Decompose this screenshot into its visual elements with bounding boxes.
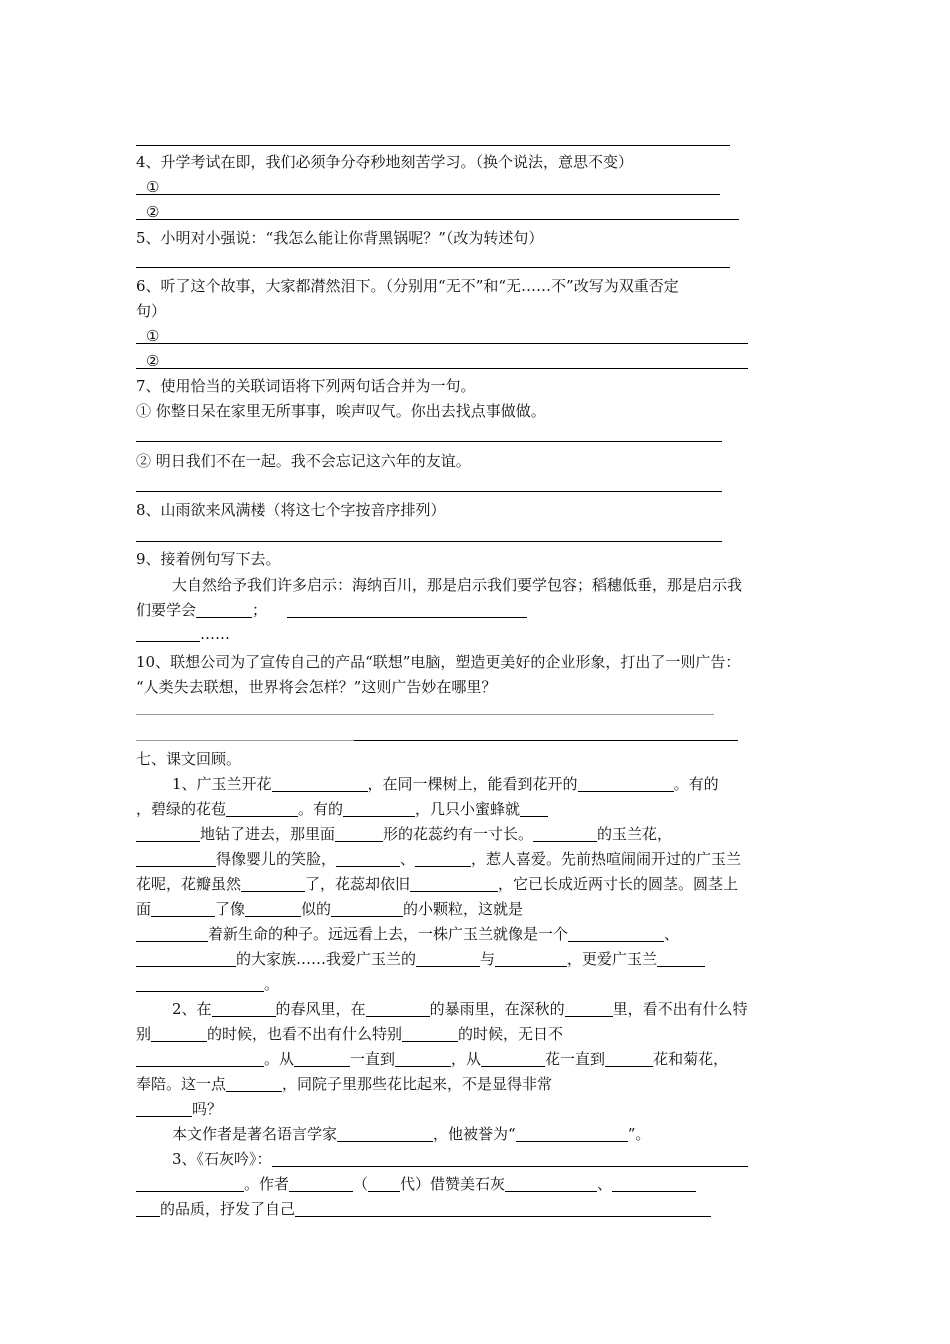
question-8: 8、山雨欲来风满楼（将这七个字按音序排列）	[136, 501, 446, 519]
text: （	[353, 1175, 369, 1193]
text: 着新生命的种子。远远看上去，一株广玉兰就像是一个	[208, 925, 569, 943]
text: 的玉兰花，	[597, 825, 673, 843]
blank[interactable]	[578, 775, 674, 792]
blank[interactable]	[331, 900, 403, 917]
fill-line	[136, 949, 705, 969]
answer-line[interactable]	[136, 441, 722, 442]
text: 、	[400, 850, 416, 868]
text: 地钻了进去，那里面	[200, 825, 336, 843]
blank[interactable]	[151, 1025, 207, 1042]
blank[interactable]	[136, 625, 200, 642]
text: 奉陪。这一点	[136, 1075, 227, 1093]
text: 。从	[264, 1050, 295, 1068]
fill-line	[136, 1199, 711, 1219]
answer-line[interactable]	[136, 194, 720, 195]
text: 花呢，花瓣虽然	[136, 875, 242, 893]
text: 的时候，无日不	[458, 1025, 564, 1043]
text: ，碧绿的花苞	[136, 800, 227, 818]
text: 的大家族……我爱广玉兰的	[236, 950, 417, 968]
answer-line[interactable]	[136, 491, 722, 492]
answer-marker-2: ②	[146, 203, 160, 221]
blank[interactable]	[395, 1050, 451, 1067]
text: 得像婴儿的笑脸，	[216, 850, 337, 868]
fill-line	[172, 999, 748, 1019]
answer-line[interactable]	[136, 541, 722, 542]
text: 。有的	[298, 800, 344, 818]
text: ，它已长成近两寸长的圆茎。圆茎上	[498, 875, 739, 893]
blank[interactable]	[335, 825, 383, 842]
text: 的春风里，在	[275, 1000, 366, 1018]
question-7-sentence-2: ② 明日我们不在一起。我不会忘记这六年的友谊。	[136, 452, 471, 470]
blank[interactable]	[245, 900, 301, 917]
answer-marker-2: ②	[146, 352, 160, 370]
text: ，几只小蜜蜂就	[415, 800, 521, 818]
text: 。有的	[673, 775, 719, 793]
text: 形的花蕊约有一寸长。	[383, 825, 534, 843]
fill-line	[136, 974, 279, 994]
fill-line	[136, 924, 679, 944]
text: 里，看不出有什么特	[612, 1000, 748, 1018]
blank[interactable]	[212, 1000, 276, 1017]
blank[interactable]	[295, 1200, 711, 1217]
fill-line	[172, 1124, 650, 1144]
answer-line[interactable]	[354, 740, 738, 741]
fill-line	[136, 1174, 696, 1194]
text: 1、广玉兰开花	[172, 775, 272, 793]
blank[interactable]	[657, 950, 705, 967]
blank[interactable]	[516, 1125, 628, 1142]
blank[interactable]	[416, 950, 480, 967]
blank[interactable]	[343, 800, 415, 817]
fill-line	[136, 799, 548, 819]
question-6-line-2: 句）	[136, 302, 167, 320]
text: 3、《石灰吟》：	[172, 1150, 272, 1168]
fill-line	[172, 1149, 748, 1169]
answer-marker-1: ①	[146, 178, 160, 196]
blank[interactable]	[151, 900, 215, 917]
question-7-sentence-1: ① 你整日呆在家里无所事事，唉声叹气。你出去找点事做做。	[136, 402, 546, 420]
blank[interactable]	[226, 800, 298, 817]
text: 花和菊花，	[653, 1050, 729, 1068]
answer-line[interactable]	[136, 368, 748, 369]
blank[interactable]	[605, 1050, 653, 1067]
text: 。	[264, 975, 280, 993]
question-10-line-2: “人类失去联想，世界将会怎样？”这则广告妙在哪里？	[136, 678, 497, 696]
blank[interactable]	[415, 850, 471, 867]
text: 别	[136, 1025, 152, 1043]
question-4: 4、升学考试在即，我们必须争分夺秒地刻苦学习。（换个说法，意思不变）	[136, 153, 634, 171]
blank[interactable]	[226, 1075, 282, 1092]
blank[interactable]	[294, 1050, 350, 1067]
blank[interactable]	[287, 601, 527, 618]
blank[interactable]	[272, 1150, 748, 1167]
blank[interactable]	[520, 800, 548, 817]
fill-line	[136, 1074, 552, 1094]
text: 们要学会	[136, 601, 197, 619]
blank[interactable]	[410, 875, 498, 892]
question-10-line-1: 10、联想公司为了宣传自己的产品“联想”电脑，塑造更美好的企业形象，打出了一则广告：	[136, 653, 741, 671]
text: 似的	[301, 900, 332, 918]
text: 的暴雨里，在深秋的	[429, 1000, 565, 1018]
text: 吗？	[192, 1100, 223, 1118]
fill-line	[136, 874, 738, 894]
question-5: 5、小明对小强说：“我怎么能让你背黑锅呢？”（改为转述句）	[136, 229, 544, 247]
text: 了，花蕊却依旧	[305, 875, 411, 893]
blank[interactable]	[136, 1100, 192, 1117]
blank[interactable]	[568, 925, 664, 942]
answer-line[interactable]	[136, 267, 730, 268]
question-9-example: 大自然给予我们许多启示：海纳百川，那是启示我们要学包容；稻穗低垂，那是启示我	[172, 576, 743, 594]
answer-line[interactable]	[136, 343, 748, 344]
blank[interactable]	[505, 1175, 597, 1192]
blank[interactable]	[533, 825, 597, 842]
question-9-continuation	[136, 624, 230, 644]
text: ，他被誉为“	[433, 1125, 516, 1143]
blank[interactable]	[565, 1000, 613, 1017]
text: ，惹人喜爱。先前热喧闹闹开过的广玉兰	[471, 850, 742, 868]
fill-line	[136, 1024, 563, 1044]
blank[interactable]	[481, 1050, 545, 1067]
blank[interactable]	[612, 1175, 696, 1192]
text: ，从	[451, 1050, 482, 1068]
answer-line[interactable]	[136, 145, 730, 146]
blank[interactable]	[136, 825, 200, 842]
fill-line	[172, 774, 719, 794]
text: 一直到	[350, 1050, 396, 1068]
text: 的时候，也看不出有什么特别	[207, 1025, 403, 1043]
text: 代）借赞美石灰	[400, 1175, 506, 1193]
answer-marker-1: ①	[146, 327, 160, 345]
text: 了像	[215, 900, 246, 918]
text: 2、在	[172, 1000, 212, 1018]
blank[interactable]	[368, 1175, 400, 1192]
answer-line[interactable]	[136, 740, 354, 741]
blank[interactable]	[366, 1000, 430, 1017]
question-9-prompt	[136, 600, 527, 620]
answer-line[interactable]	[136, 219, 739, 220]
text: ”。	[627, 1125, 651, 1143]
blank[interactable]	[337, 1125, 433, 1142]
fill-line	[136, 1049, 728, 1069]
text: 的品质，抒发了自己	[160, 1200, 296, 1218]
blank[interactable]	[289, 1175, 353, 1192]
blank[interactable]	[196, 601, 252, 618]
blank[interactable]	[272, 775, 368, 792]
blank[interactable]	[136, 950, 236, 967]
blank[interactable]	[402, 1025, 458, 1042]
section-7-title: 七、课文回顾。	[136, 750, 242, 768]
ellipsis: ……	[200, 625, 230, 643]
text: 。作者	[244, 1175, 290, 1193]
question-7: 7、使用恰当的关联词语将下列两句话合并为一句。	[136, 377, 476, 395]
text: 、	[597, 1175, 613, 1193]
fill-line	[136, 849, 741, 869]
fill-line	[136, 824, 672, 844]
blank[interactable]	[136, 1200, 160, 1217]
blank[interactable]	[495, 950, 567, 967]
text: 花一直到	[545, 1050, 606, 1068]
text: ，同院子里那些花比起来，不是显得非常	[282, 1075, 553, 1093]
text: ，更爱广玉兰	[567, 950, 658, 968]
fill-line	[136, 899, 523, 919]
text: ；	[252, 601, 268, 619]
question-6-line-1: 6、听了这个故事，大家都潸然泪下。（分别用“无不”和“无……不”改写为双重否定	[136, 277, 679, 295]
text: 、	[664, 925, 680, 943]
text: 的小颗粒，这就是	[403, 900, 524, 918]
blank[interactable]	[241, 875, 305, 892]
blank[interactable]	[136, 1175, 244, 1192]
text: 面	[136, 900, 152, 918]
text: 本文作者是著名语言学家	[172, 1125, 338, 1143]
blank[interactable]	[136, 1050, 264, 1067]
blank[interactable]	[136, 975, 264, 992]
blank[interactable]	[136, 850, 216, 867]
blank[interactable]	[136, 925, 208, 942]
fill-line	[136, 1099, 222, 1119]
text: ，在同一棵树上，能看到花开的	[367, 775, 578, 793]
question-9: 9、接着例句写下去。	[136, 550, 281, 568]
answer-line[interactable]	[136, 714, 714, 715]
text: 与	[480, 950, 496, 968]
blank[interactable]	[336, 850, 400, 867]
